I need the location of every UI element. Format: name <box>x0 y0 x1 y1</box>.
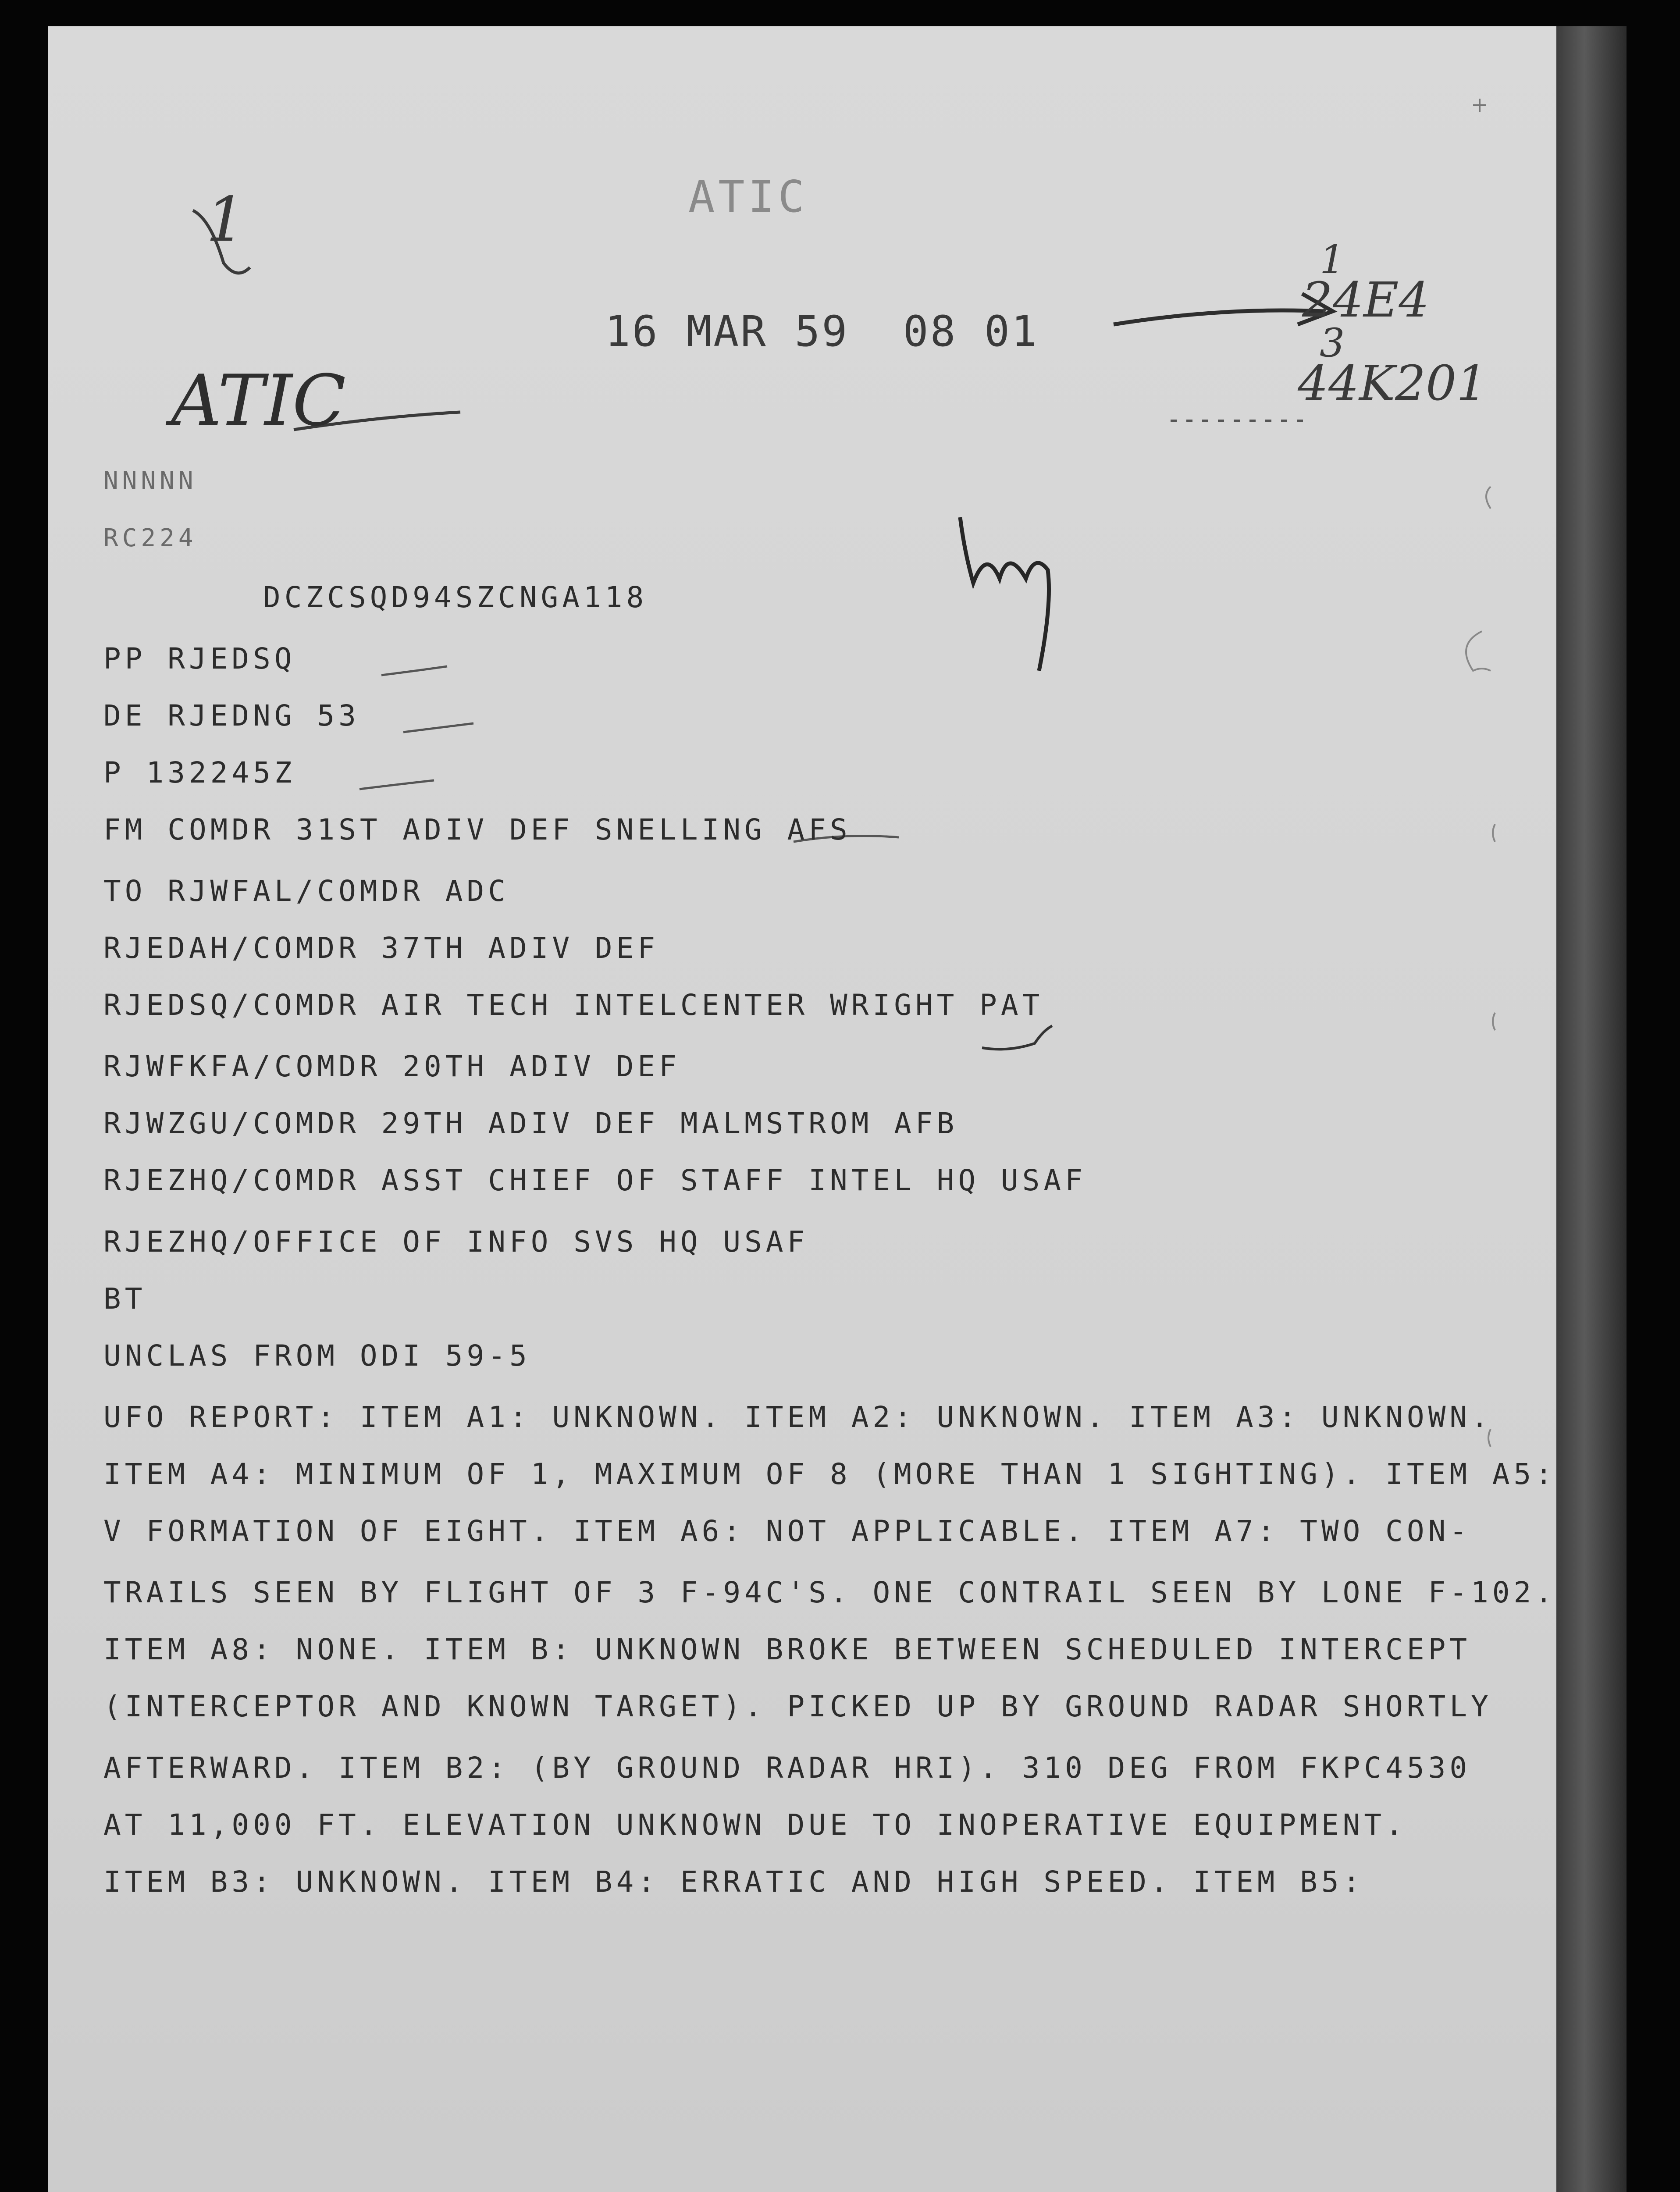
routing-number-1: 1 <box>1320 237 1345 283</box>
header-line: BT <box>103 1282 146 1316</box>
header-line: RC224 <box>103 524 197 552</box>
body-line: AT 11,000 FT. ELEVATION UNKNOWN DUE TO INOPERATIVE EQUIPMENT. <box>103 1808 1407 1842</box>
body-line: TRAILS SEEN BY FLIGHT OF 3 F-94C'S. ONE CONTRAIL SEEN BY LONE F-102. <box>103 1576 1556 1609</box>
document-page <box>48 26 1556 2192</box>
header-line: TO RJWFAL/COMDR ADC <box>103 874 509 908</box>
date-time-stamp: 16 MAR 59 08 01 <box>605 307 1039 356</box>
body-line: ITEM A4: MINIMUM OF 1, MAXIMUM OF 8 (MORE THAN 1 SIGHTING). ITEM A5: <box>103 1457 1556 1491</box>
routing-number-2: 24E4 <box>1302 272 1430 328</box>
body-line: V FORMATION OF EIGHT. ITEM A6: NOT APPLICABLE. ITEM A7: TWO CON- <box>103 1514 1471 1548</box>
header-line: RJWZGU/COMDR 29TH ADIV DEF MALMSTROM AFB <box>103 1107 958 1140</box>
body-line: ITEM A8: NONE. ITEM B: UNKNOWN BROKE BETWEEN SCHEDULED INTERCEPT <box>103 1633 1471 1666</box>
header-line: P 132245Z <box>103 756 296 790</box>
header-line: DE RJEDNG 53 <box>103 699 360 733</box>
header-line: DCZCSQD94SZCNGA118 <box>263 580 648 614</box>
body-line: UFO REPORT: ITEM A1: UNKNOWN. ITEM A2: UNKNOWN. ITEM A3: UNKNOWN. <box>103 1400 1492 1434</box>
header-line: RJEDSQ/COMDR AIR TECH INTELCENTER WRIGHT PAT <box>103 988 1044 1022</box>
header-line: RJWFKFA/COMDR 20TH ADIV DEF <box>103 1050 680 1083</box>
page-number-mark: 1 <box>206 184 246 256</box>
header-line: PP RJEDSQ <box>103 642 296 676</box>
body-line: UNCLAS FROM ODI 59-5 <box>103 1339 531 1373</box>
header-line: RJEZHQ/OFFICE OF INFO SVS HQ USAF <box>103 1225 809 1259</box>
header-line: FM COMDR 31ST ADIV DEF SNELLING AFS <box>103 813 851 847</box>
routing-number-4: 44K201 <box>1298 355 1488 411</box>
header-line: RJEZHQ/COMDR ASST CHIEF OF STAFF INTEL HQ USAF <box>103 1164 1086 1197</box>
handwritten-atic: ATIC <box>171 359 346 441</box>
page-edge-shadow <box>1556 26 1627 2192</box>
routing-number-3: 3 <box>1320 320 1345 366</box>
body-line: (INTERCEPTOR AND KNOWN TARGET). PICKED UP BY GROUND RADAR SHORTLY <box>103 1690 1492 1723</box>
body-line: ITEM B3: UNKNOWN. ITEM B4: ERRATIC AND HIGH SPEED. ITEM B5: <box>103 1865 1364 1899</box>
header-line: RJEDAH/COMDR 37TH ADIV DEF <box>103 931 659 965</box>
atic-stamp: ATIC <box>688 171 808 222</box>
header-line: NNNNN <box>103 467 197 495</box>
body-line: AFTERWARD. ITEM B2: (BY GROUND RADAR HRI). 310 DEG FROM FKPC4530 <box>103 1751 1471 1785</box>
